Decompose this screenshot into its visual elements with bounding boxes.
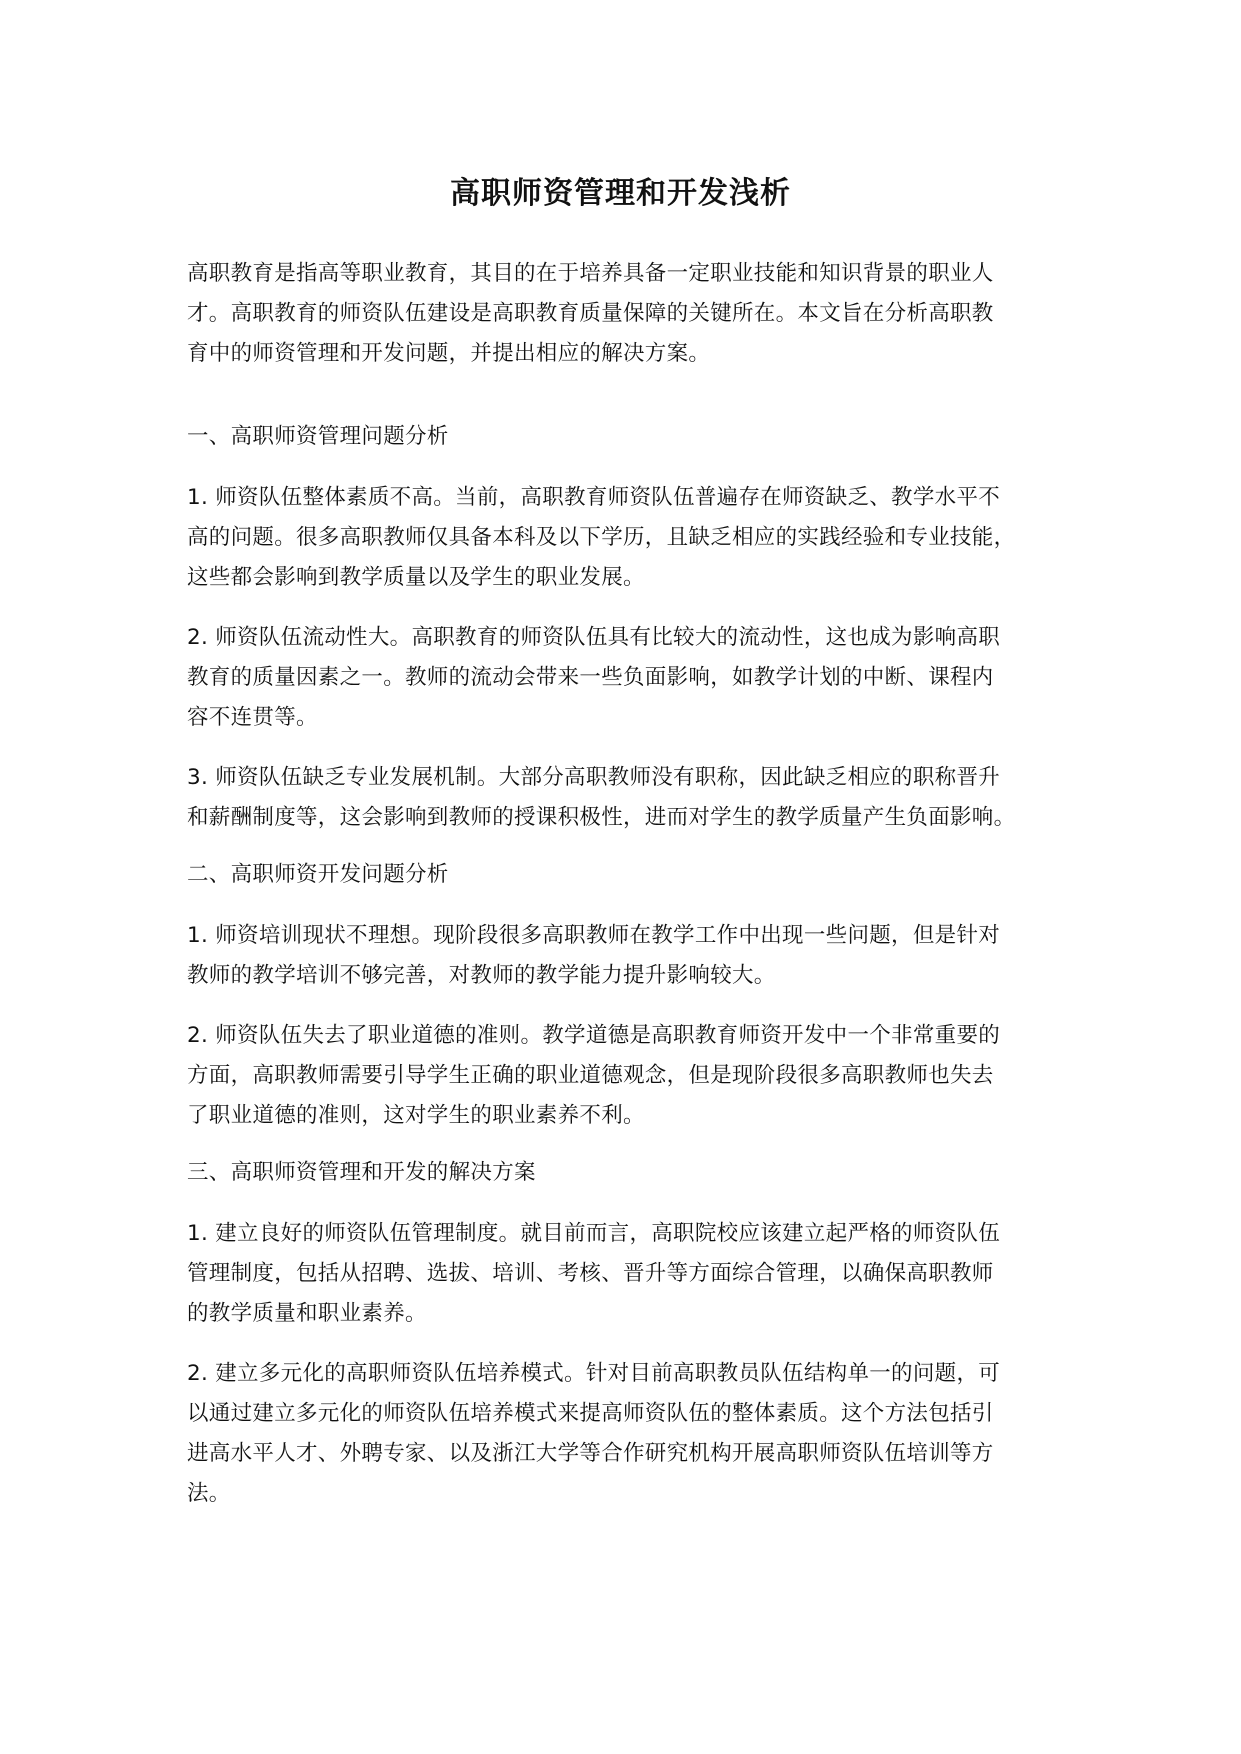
- paragraph-line: 这些都会影响到教学质量以及学生的职业发展。: [187, 565, 645, 590]
- section-heading-2: [187, 855, 1087, 895]
- paragraph-line: 育中的师资管理和开发问题，并提出相应的解决方案。: [187, 341, 711, 366]
- list-paragraph: [187, 618, 1087, 738]
- section-heading: 一、高职师资管理问题分析: [187, 424, 449, 449]
- list-paragraph: [187, 1354, 1087, 1514]
- list-paragraph: [187, 1016, 1087, 1136]
- paragraph-line: 高职教育是指高等职业教育，其目的在于培养具备一定职业技能和知识背景的职业人: [187, 261, 994, 286]
- intro-paragraph: [187, 254, 1087, 374]
- paragraph-line: 1. 建立良好的师资队伍管理制度。就目前而言，高职院校应该建立起严格的师资队伍: [187, 1221, 1001, 1246]
- paragraph-line: 了职业道德的准则，这对学生的职业素养不利。: [187, 1103, 645, 1128]
- paragraph-line: 教师的教学培训不够完善，对教师的教学能力提升影响较大。: [187, 963, 776, 988]
- paragraph-line: 教育的质量因素之一。教师的流动会带来一些负面影响，如教学计划的中断、课程内: [187, 665, 994, 690]
- section-heading: 三、高职师资管理和开发的解决方案: [187, 1160, 536, 1185]
- section-heading-1: [187, 417, 1087, 457]
- paragraph-line: 容不连贯等。: [187, 705, 318, 730]
- paragraph-line: 进高水平人才、外聘专家、以及浙江大学等合作研究机构开展高职师资队伍培训等方: [187, 1441, 994, 1466]
- paragraph-line: 的教学质量和职业素养。: [187, 1301, 427, 1326]
- paragraph-line: 2. 师资队伍失去了职业道德的准则。教学道德是高职教育师资开发中一个非常重要的: [187, 1023, 1001, 1048]
- document-title: 高职师资管理和开发浅析: [450, 176, 791, 211]
- paragraph-line: 法。: [187, 1481, 231, 1506]
- paragraph-line: 以通过建立多元化的师资队伍培养模式来提高师资队伍的整体素质。这个方法包括引: [187, 1401, 994, 1426]
- list-paragraph: [187, 1214, 1087, 1334]
- list-paragraph: [187, 916, 1087, 996]
- paragraph-line: 管理制度，包括从招聘、选拔、培训、考核、晋升等方面综合管理，以确保高职教师: [187, 1261, 994, 1286]
- paragraph-line: 3. 师资队伍缺乏专业发展机制。大部分高职教师没有职称，因此缺乏相应的职称晋升: [187, 765, 1001, 790]
- paragraph-line: 2. 师资队伍流动性大。高职教育的师资队伍具有比较大的流动性，这也成为影响高职: [187, 625, 1001, 650]
- paragraph-line: 1. 师资培训现状不理想。现阶段很多高职教师在教学工作中出现一些问题，但是针对: [187, 923, 1001, 948]
- paragraph-line: 2. 建立多元化的高职师资队伍培养模式。针对目前高职教员队伍结构单一的问题，可: [187, 1361, 1001, 1386]
- paragraph-line: 才。高职教育的师资队伍建设是高职教育质量保障的关键所在。本文旨在分析高职教: [187, 301, 994, 326]
- paragraph-line: 1. 师资队伍整体素质不高。当前，高职教育师资队伍普遍存在师资缺乏、教学水平不: [187, 485, 1001, 510]
- section-heading-3: [187, 1153, 1087, 1193]
- paragraph-line: 和薪酬制度等，这会影响到教师的授课积极性，进而对学生的教学质量产生负面影响。: [187, 805, 1016, 830]
- list-paragraph: [187, 758, 1087, 838]
- paragraph-line: 高的问题。很多高职教师仅具备本科及以下学历，且缺乏相应的实践经验和专业技能，: [187, 525, 1016, 550]
- section-heading: 二、高职师资开发问题分析: [187, 862, 449, 887]
- list-paragraph: [187, 478, 1087, 598]
- paragraph-line: 方面，高职教师需要引导学生正确的职业道德观念，但是现阶段很多高职教师也失去: [187, 1063, 994, 1088]
